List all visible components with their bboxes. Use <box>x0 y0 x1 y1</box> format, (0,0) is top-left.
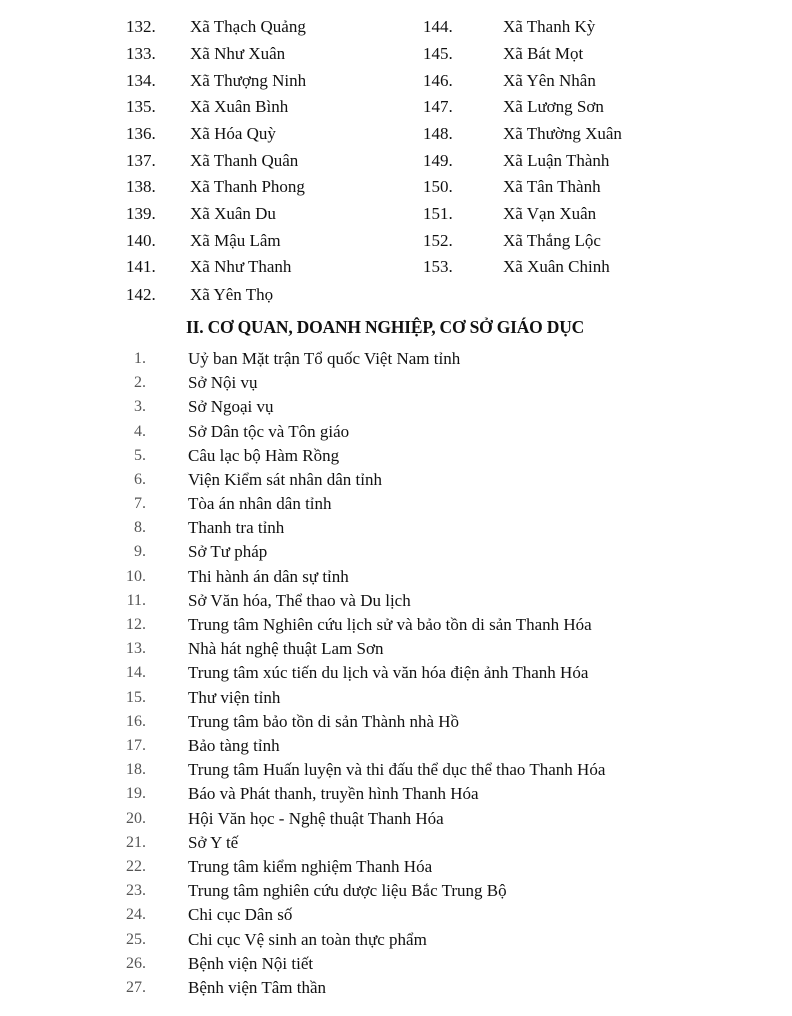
item-name: Thanh tra tỉnh <box>188 518 285 537</box>
item-number: 147. <box>423 97 453 116</box>
item-number: 141. <box>126 257 156 276</box>
item-name: Hội Văn học - Nghệ thuật Thanh Hóa <box>188 809 444 828</box>
item-number: 26. <box>126 955 146 972</box>
item-number: 2. <box>134 374 146 391</box>
item-number: 22. <box>126 858 146 875</box>
item-name: Xã Vạn Xuân <box>503 204 597 223</box>
item-number: 8. <box>134 519 146 536</box>
item-name: Trung tâm Nghiên cứu lịch sử và bảo tồn di sản Thanh Hóa <box>188 615 592 634</box>
item-name: Bệnh viện Nội tiết <box>188 954 314 973</box>
item-name: Xã Yên Nhân <box>503 71 596 90</box>
item-name: Xã Mậu Lâm <box>190 231 281 250</box>
item-number: 15. <box>126 689 146 706</box>
item-name: Xã Thượng Ninh <box>190 71 307 90</box>
item-name: Thi hành án dân sự tỉnh <box>188 567 349 586</box>
item-name: Xã Thanh Kỳ <box>503 17 596 36</box>
item-number: 133. <box>126 44 156 63</box>
section-heading: II. CƠ QUAN, DOANH NGHIỆP, CƠ SỞ GIÁO DỤC <box>186 317 585 337</box>
item-name: Xã Như Xuân <box>190 44 286 63</box>
item-name: Xã Thắng Lộc <box>503 231 601 250</box>
item-number: 27. <box>126 979 146 996</box>
item-number: 139. <box>126 204 156 223</box>
item-number: 10. <box>126 568 146 585</box>
item-number: 18. <box>126 761 146 778</box>
item-number: 5. <box>134 447 146 464</box>
item-name: Sở Ngoại vụ <box>188 397 274 416</box>
item-name: Báo và Phát thanh, truyền hình Thanh Hóa <box>188 784 479 803</box>
item-number: 149. <box>423 151 453 170</box>
item-number: 136. <box>126 124 156 143</box>
item-number: 20. <box>126 810 146 827</box>
item-name: Xã Luận Thành <box>503 151 610 170</box>
item-number: 144. <box>423 17 453 36</box>
item-name: Trung tâm Huấn luyện và thi đấu thể dục thể thao Thanh Hóa <box>188 760 606 779</box>
item-name: Trung tâm bảo tồn di sản Thành nhà Hồ <box>188 712 460 731</box>
item-name: Xã Thanh Quân <box>190 151 299 170</box>
item-number: 132. <box>126 17 156 36</box>
item-name: Thư viện tỉnh <box>188 688 281 707</box>
item-name: Xã Thường Xuân <box>503 124 622 143</box>
item-number: 146. <box>423 71 453 90</box>
item-number: 148. <box>423 124 453 143</box>
item-name: Câu lạc bộ Hàm Rồng <box>188 446 340 465</box>
item-number: 9. <box>134 543 146 560</box>
item-name: Viện Kiểm sát nhân dân tỉnh <box>188 470 382 489</box>
item-name: Bảo tàng tỉnh <box>188 736 280 755</box>
item-number: 7. <box>134 495 146 512</box>
item-number: 14. <box>126 664 146 681</box>
item-name: Xã Xuân Bình <box>190 97 289 116</box>
item-name: Xã Xuân Du <box>190 204 276 223</box>
item-number: 17. <box>126 737 146 754</box>
item-name: Sở Y tế <box>188 833 239 852</box>
item-name: Xã Lương Sơn <box>503 97 604 116</box>
item-number: 19. <box>126 785 146 802</box>
item-name: Bệnh viện Tâm thần <box>188 978 327 997</box>
item-name: Xã Hóa Quỳ <box>190 124 276 143</box>
item-name: Xã Thanh Phong <box>190 177 305 196</box>
item-number: 11. <box>126 592 146 609</box>
item-name: Sở Tư pháp <box>188 542 268 561</box>
item-number: 3. <box>134 398 146 415</box>
item-number: 21. <box>126 834 146 851</box>
item-number: 135. <box>126 97 156 116</box>
item-name: Trung tâm kiểm nghiệm Thanh Hóa <box>188 857 433 876</box>
item-name: Xã Xuân Chinh <box>503 257 610 276</box>
item-number: 6. <box>134 471 146 488</box>
item-number: 142. <box>126 285 156 304</box>
item-number: 151. <box>423 204 453 223</box>
item-number: 12. <box>126 616 146 633</box>
item-number: 24. <box>126 906 146 923</box>
item-name: Trung tâm nghiên cứu dược liệu Bắc Trung Bộ <box>188 881 507 900</box>
item-name: Sở Văn hóa, Thể thao và Du lịch <box>188 591 411 610</box>
item-name: Uỷ ban Mặt trận Tổ quốc Việt Nam tỉnh <box>188 349 461 368</box>
item-name: Xã Yên Thọ <box>190 285 274 304</box>
item-name: Tòa án nhân dân tỉnh <box>188 494 332 513</box>
item-number: 1. <box>134 350 146 367</box>
item-number: 25. <box>126 931 146 948</box>
item-number: 153. <box>423 257 453 276</box>
item-number: 23. <box>126 882 146 899</box>
item-number: 4. <box>134 423 146 440</box>
item-name: Xã Bát Mọt <box>503 44 584 63</box>
item-number: 137. <box>126 151 156 170</box>
item-name: Nhà hát nghệ thuật Lam Sơn <box>188 639 384 658</box>
item-name: Chi cục Dân số <box>188 905 293 924</box>
item-number: 16. <box>126 713 146 730</box>
item-number: 150. <box>423 177 453 196</box>
item-number: 138. <box>126 177 156 196</box>
item-number: 145. <box>423 44 453 63</box>
item-name: Chi cục Vệ sinh an toàn thực phẩm <box>188 930 427 949</box>
item-name: Xã Tân Thành <box>503 177 601 196</box>
item-number: 140. <box>126 231 156 250</box>
item-name: Sở Dân tộc và Tôn giáo <box>188 422 350 441</box>
item-name: Xã Thạch Quảng <box>190 17 306 36</box>
item-name: Xã Như Thanh <box>190 257 292 276</box>
item-number: 13. <box>126 640 146 657</box>
item-number: 152. <box>423 231 453 250</box>
item-number: 134. <box>126 71 156 90</box>
item-name: Sở Nội vụ <box>188 373 258 392</box>
item-name: Trung tâm xúc tiến du lịch và văn hóa điện ảnh Thanh Hóa <box>188 663 589 682</box>
